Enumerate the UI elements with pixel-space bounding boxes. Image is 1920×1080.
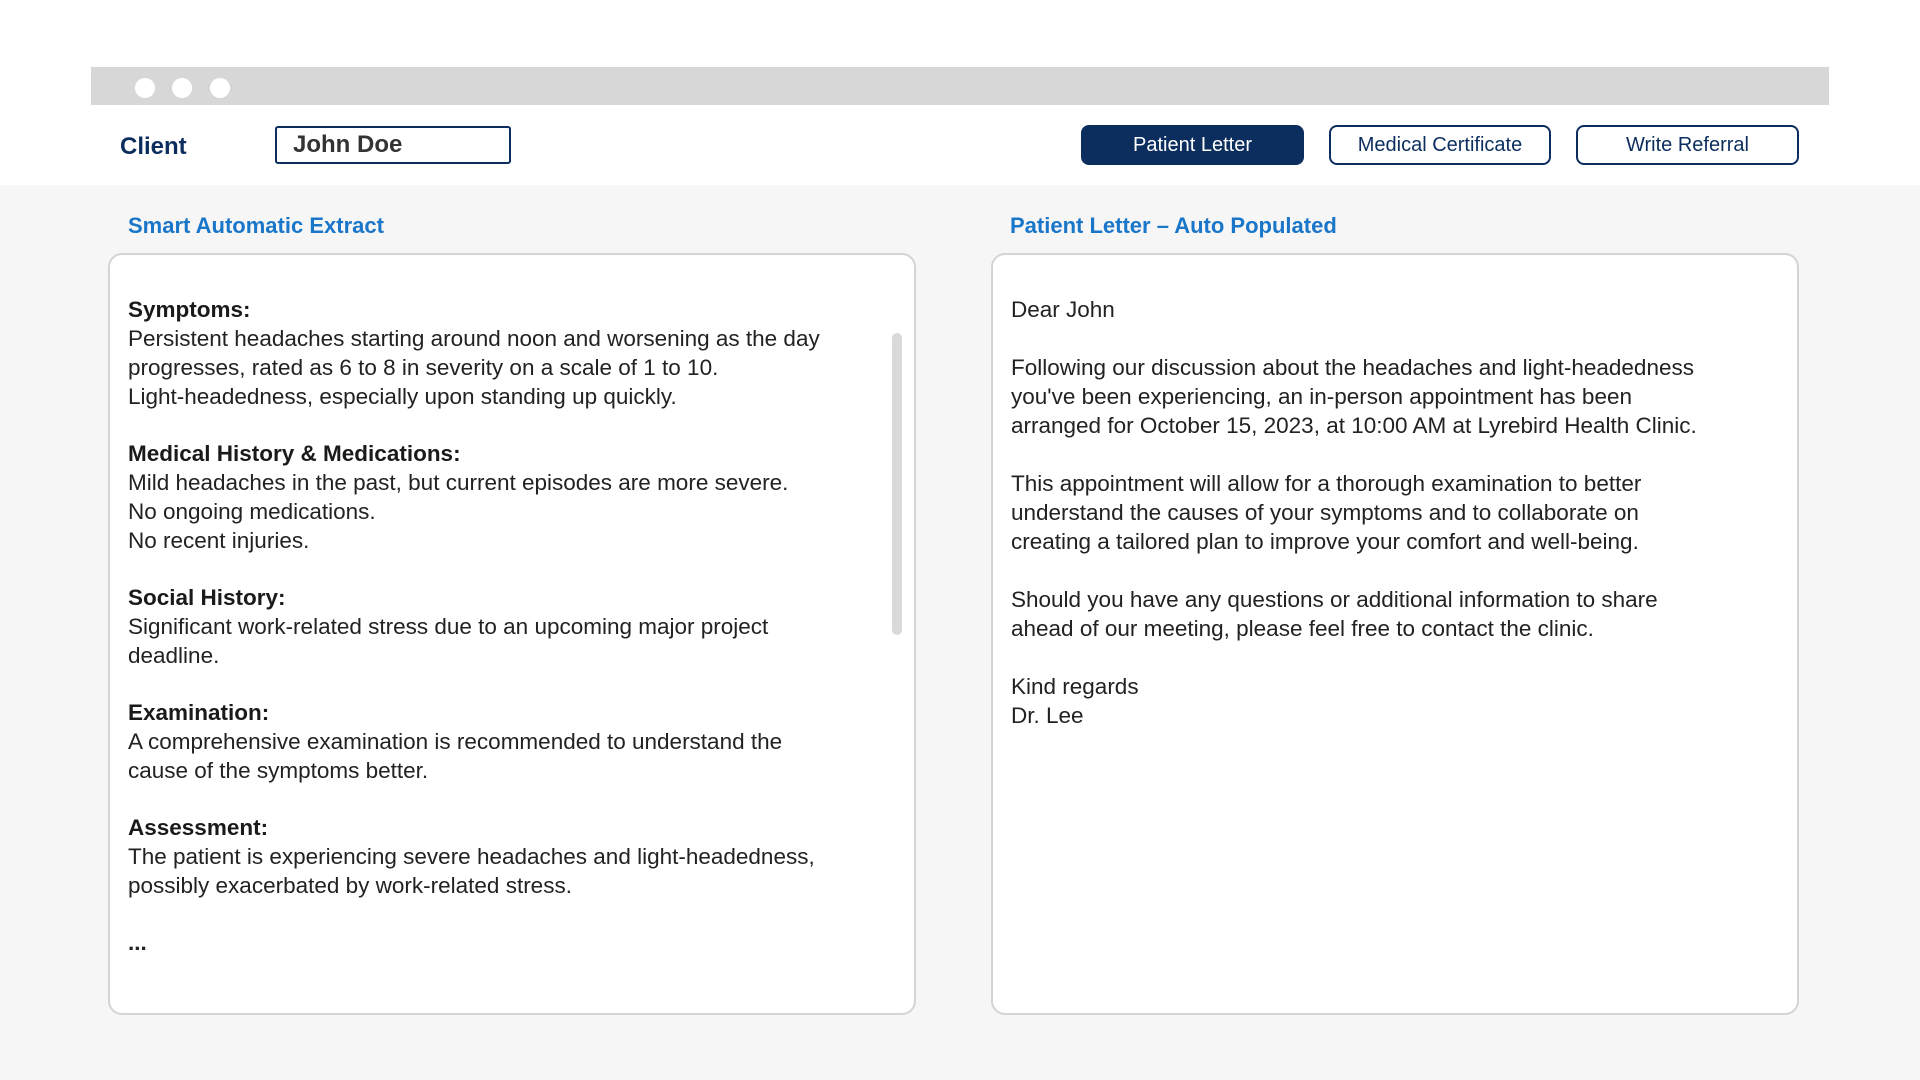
letter-content	[1011, 295, 1751, 730]
tab-patient-letter[interactable]: Patient Letter	[1081, 125, 1304, 165]
window-control-dot[interactable]	[210, 78, 230, 98]
letter-line: arranged for October 15, 2023, at 10:00 AM at Lyrebird Health Clinic.	[1011, 413, 1697, 438]
letter-paragraph	[1011, 353, 1751, 440]
extract-section-line: No recent injuries.	[128, 528, 310, 553]
extract-section-line: The patient is experiencing severe headaches and light-headedness,	[128, 844, 815, 869]
extract-section	[128, 583, 868, 670]
extract-scrollbar[interactable]	[892, 333, 902, 635]
letter-closing: Kind regards	[1011, 674, 1139, 699]
window-control-dot[interactable]	[135, 78, 155, 98]
client-label: Client	[120, 133, 187, 160]
extract-section-line: progresses, rated as 6 to 8 in severity on a scale of 1 to 10.	[128, 355, 719, 380]
extract-section-heading: Social History:	[128, 585, 286, 610]
extract-section-heading: Symptoms:	[128, 297, 251, 322]
extract-section-line: A comprehensive examination is recommended to understand the	[128, 729, 783, 754]
letter-line: creating a tailored plan to improve your comfort and well-being.	[1011, 529, 1639, 554]
extract-section-line: Light-headedness, especially upon standing up quickly.	[128, 384, 677, 409]
letter-greeting: Dear John	[1011, 297, 1115, 322]
window-title-bar	[91, 67, 1829, 105]
client-name-input[interactable]	[275, 126, 511, 164]
extract-section-line: Significant work-related stress due to an upcoming major project	[128, 614, 769, 639]
extract-section-heading: Assessment:	[128, 815, 269, 840]
letter-signature: Dr. Lee	[1011, 703, 1084, 728]
extract-section-line: deadline.	[128, 643, 220, 668]
extract-section	[128, 698, 868, 785]
tab-write-referral[interactable]: Write Referral	[1576, 125, 1799, 165]
letter-line: Following our discussion about the headaches and light-headedness	[1011, 355, 1694, 380]
content-area	[0, 185, 1920, 1080]
extract-panel[interactable]	[108, 253, 916, 1015]
extract-section-line: cause of the symptoms better.	[128, 758, 429, 783]
letter-line: Should you have any questions or additional information to share	[1011, 587, 1658, 612]
letter-line: This appointment will allow for a thorough examination to better	[1011, 471, 1642, 496]
extract-section-line: No ongoing medications.	[128, 499, 376, 524]
extract-section-line: Mild headaches in the past, but current episodes are more severe.	[128, 470, 789, 495]
letter-line: understand the causes of your symptoms and to collaborate on	[1011, 500, 1639, 525]
extract-content	[128, 295, 868, 957]
extract-section-line: possibly exacerbated by work-related stress.	[128, 873, 572, 898]
extract-section-heading: Medical History & Medications:	[128, 441, 461, 466]
extract-section	[128, 439, 868, 555]
letter-paragraph	[1011, 469, 1751, 556]
letter-panel[interactable]	[991, 253, 1799, 1015]
extract-section-line: Persistent headaches starting around noon and worsening as the day	[128, 326, 820, 351]
letter-panel-title: Patient Letter – Auto Populated	[1010, 213, 1337, 238]
window-control-dot[interactable]	[172, 78, 192, 98]
letter-paragraph	[1011, 585, 1751, 643]
extract-section	[128, 295, 868, 411]
extract-section-heading: Examination:	[128, 700, 270, 725]
client-header	[0, 105, 1920, 185]
letter-line: ahead of our meeting, please feel free to contact the clinic.	[1011, 616, 1594, 641]
extract-ellipsis: ...	[128, 930, 147, 955]
extract-panel-title: Smart Automatic Extract	[128, 213, 384, 238]
letter-line: you've been experiencing, an in-person appointment has been	[1011, 384, 1632, 409]
tab-medical-certificate[interactable]: Medical Certificate	[1329, 125, 1551, 165]
extract-section	[128, 813, 868, 900]
